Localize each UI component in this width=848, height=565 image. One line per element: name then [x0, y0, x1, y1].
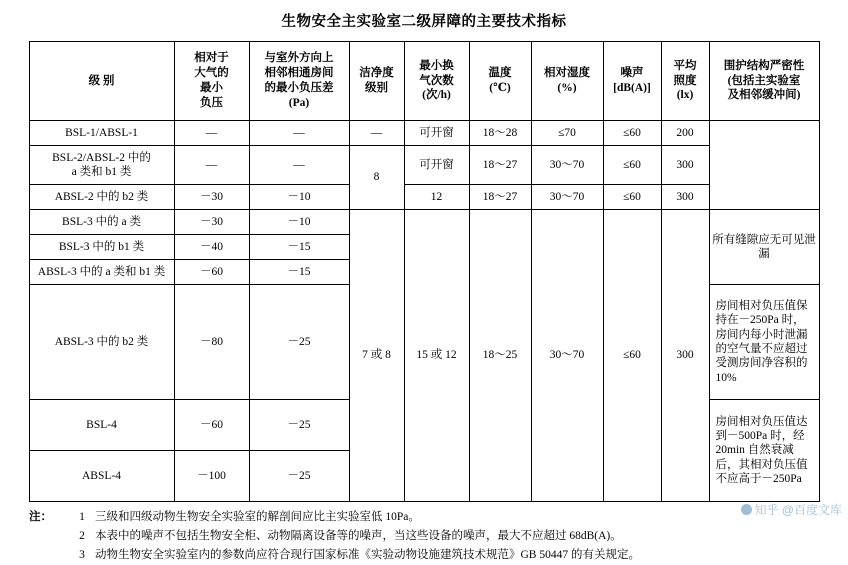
cell-min-pressure-diff: －25 [249, 285, 349, 400]
table-notes [29, 508, 819, 565]
cell-tightness-leak: 所有缝隙应无可见泄漏 [709, 210, 819, 285]
cell-air-changes: 可开窗 [404, 146, 469, 185]
cell-min-neg-pressure: －30 [174, 185, 249, 210]
cell-temperature: 18～27 [469, 185, 531, 210]
note-item [29, 527, 819, 546]
table-row [29, 210, 819, 235]
note-number: 1 [79, 511, 85, 523]
cell-min-neg-pressure: －40 [174, 235, 249, 260]
cell-min-pressure-diff: －15 [249, 235, 349, 260]
cell-illumination: 200 [661, 121, 709, 146]
cell-temperature: 18～27 [469, 146, 531, 185]
cell-illumination: 300 [661, 146, 709, 185]
cell-noise: ≤60 [603, 185, 661, 210]
note-number: 3 [79, 548, 85, 561]
cell-level: BSL-3 中的 a 类 [29, 210, 174, 235]
cell-cleanliness: — [349, 121, 404, 146]
cell-min-pressure-diff: －25 [249, 400, 349, 451]
cell-level: BSL-1/ABSL-1 [29, 121, 174, 146]
cell-min-neg-pressure: －60 [174, 260, 249, 285]
cell-min-neg-pressure: －100 [174, 451, 249, 502]
cell-humidity-merged: 30～70 [531, 210, 603, 502]
cell-temperature: 18～28 [469, 121, 531, 146]
cell-level: ABSL-3 中的 b2 类 [29, 285, 174, 400]
cell-cleanliness: 8 [349, 146, 404, 210]
cell-level: BSL-2/ABSL-2 中的 a 类和 b1 类 [29, 146, 174, 185]
cell-humidity: 30～70 [531, 146, 603, 185]
cell-level: ABSL-2 中的 b2 类 [29, 185, 174, 210]
notes-label: 注： [29, 511, 52, 523]
cell-humidity: 30～70 [531, 185, 603, 210]
table-row [29, 146, 819, 185]
cell-min-pressure-diff: －10 [249, 210, 349, 235]
col-header-level: 级 别 [29, 42, 174, 121]
cell-min-neg-pressure: －60 [174, 400, 249, 451]
watermark [741, 501, 842, 518]
cell-min-neg-pressure: －80 [174, 285, 249, 400]
col-header-air-changes: 最小换 气次数 (次/h) [404, 42, 469, 121]
cell-noise: ≤60 [603, 121, 661, 146]
cell-min-pressure-diff: — [249, 146, 349, 185]
cell-level: ABSL-4 [29, 451, 174, 502]
watermark-logo-icon [741, 504, 752, 515]
note-item [29, 508, 819, 527]
cell-min-pressure-diff: －15 [249, 260, 349, 285]
cell-air-changes-merged: 15 或 12 [404, 210, 469, 502]
cell-noise: ≤60 [603, 146, 661, 185]
col-header-min-neg-pressure: 相对于 大气的 最小 负压 [174, 42, 249, 121]
col-header-illumination: 平均 照度 (lx) [661, 42, 709, 121]
cell-min-neg-pressure: －30 [174, 210, 249, 235]
cell-tightness-blank [709, 121, 819, 210]
cell-illumination-merged: 300 [661, 210, 709, 502]
cell-tightness-bsl4: 房间相对负压值达到－500Pa 时，经 20min 自然衰减后，其相对负压值不应高于－250Pa [709, 400, 819, 502]
page-title: 生物安全主实验室二级屏障的主要技术指标 [281, 14, 567, 30]
cell-cleanliness-merged: 7 或 8 [349, 210, 404, 502]
col-header-cleanliness: 洁净度 级别 [349, 42, 404, 121]
note-text: 本表中的噪声不包括生物安全柜、动物隔离设备等的噪声，当这些设备的噪声，最大不应超过 68dB(A)。 [95, 529, 622, 542]
cell-level: ABSL-3 中的 a 类和 b1 类 [29, 260, 174, 285]
cell-min-pressure-diff: －25 [249, 451, 349, 502]
cell-min-pressure-diff: — [249, 121, 349, 146]
cell-min-neg-pressure: — [174, 146, 249, 185]
note-number: 2 [79, 529, 85, 542]
cell-min-neg-pressure: — [174, 121, 249, 146]
cell-tightness-absl3-b2: 房间相对负压值保持在－250Pa 时，房间内每小时泄漏的空气量不应超过受测房间净容积的 10% [709, 285, 819, 400]
col-header-noise: 噪声 [dB(A)] [603, 42, 661, 121]
note-item [29, 546, 819, 565]
col-header-min-pressure-diff: 与室外方向上 相邻相通房间 的最小负压差 (Pa) [249, 42, 349, 121]
col-header-temperature: 温度 (℃) [469, 42, 531, 121]
cell-humidity: ≤70 [531, 121, 603, 146]
table-row [29, 185, 819, 210]
note-text: 动物生物安全实验室内的参数尚应符合现行国家标准《实验动物设施建筑技术规范》GB 50447 的有关规定。 [95, 548, 640, 561]
cell-air-changes: 可开窗 [404, 121, 469, 146]
col-header-tightness: 围护结构严密性 (包括主实验室 及相邻缓冲间) [709, 42, 819, 121]
cell-min-pressure-diff: －10 [249, 185, 349, 210]
table-row [29, 121, 819, 146]
cell-level: BSL-3 中的 b1 类 [29, 235, 174, 260]
note-text: 三级和四级动物生物安全实验室的解剖间应比主实验室低 10Pa。 [95, 511, 420, 523]
cell-air-changes: 12 [404, 185, 469, 210]
cell-level: BSL-4 [29, 400, 174, 451]
col-header-humidity: 相对湿度 (%) [531, 42, 603, 121]
cell-temperature-merged: 18～25 [469, 210, 531, 502]
cell-illumination: 300 [661, 185, 709, 210]
watermark-text: 知乎 @百度文库 [754, 503, 842, 517]
spec-table [29, 41, 820, 502]
table-header-row [29, 42, 819, 121]
cell-noise-merged: ≤60 [603, 210, 661, 502]
